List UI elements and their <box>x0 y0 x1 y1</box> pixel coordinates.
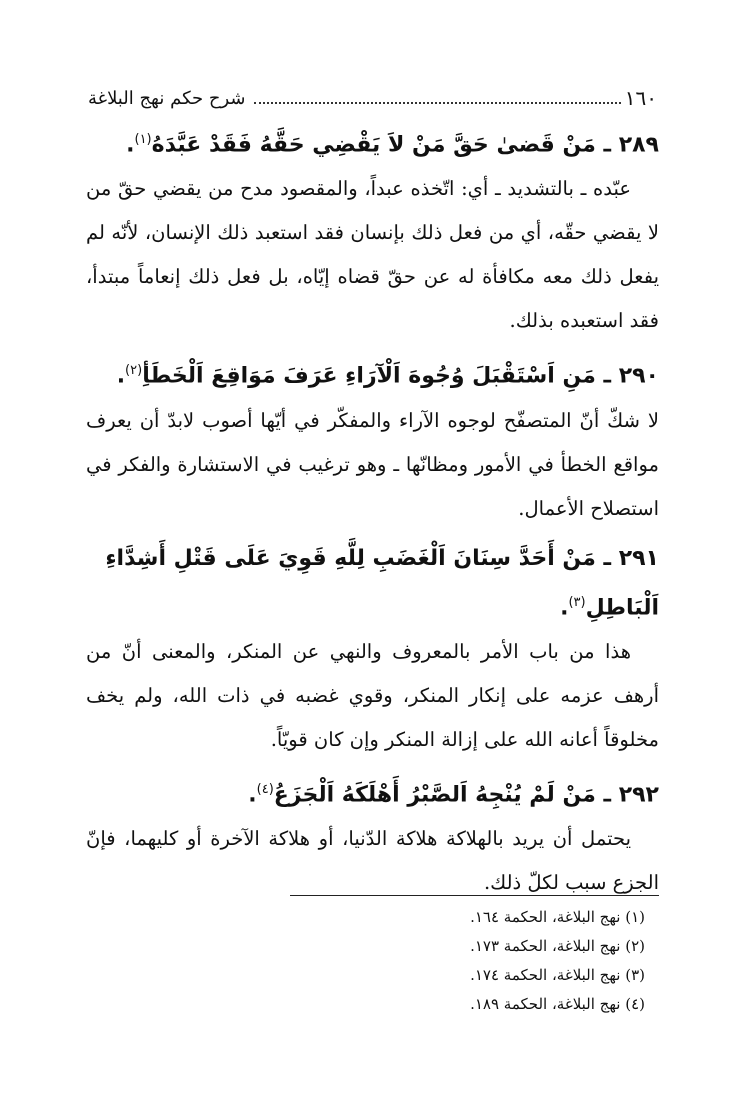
saying-heading: ٢٩٢ ـ مَنْ لَمْ يُنْجِهُ اَلصَّبْرُ أَهْلَكَهُ اَلْجَزَعُ$^{(٤)}$. <box>248 781 659 808</box>
footnote-item: (٢) نهج البلاغة، الحكمة ١٧٣. <box>470 937 645 955</box>
commentary-paragraph <box>86 817 659 905</box>
commentary-text: يحتمل أن يريد بالهلاكة هلاكة الدّنيا، أو هلاكة الآخرة أو كليهما، فإنّ الجزع سبب لكلّ ذلك. <box>86 827 659 895</box>
saying-text: ٢٩٠ ـ مَنِ اَسْتَقْبَلَ وُجُوهَ اَلْآرَاءِ عَرَفَ مَوَاقِعَ اَلْخَطَأِ <box>142 363 659 389</box>
running-title: شرح حكم نهج البلاغة <box>88 88 246 109</box>
footnote-item: (٤) نهج البلاغة، الحكمة ١٨٩. <box>470 995 645 1013</box>
saying-text: ٢٩٢ ـ مَنْ لَمْ يُنْجِهُ اَلصَّبْرُ أَهْلَكَهُ اَلْجَزَعُ <box>273 782 659 808</box>
commentary-text: هذا من باب الأمر بالمعروف والنهي عن المنكر، والمعنى أنّ من أرهف عزمه على إنكار المنكر، وقوي غضبه في ذات الله، ولم يخف مخلوقاً أعانه الله على إزالة المنكر وإن كان قويّاً. <box>86 639 659 751</box>
page-body <box>86 118 659 905</box>
saying-block-290 <box>86 349 659 530</box>
commentary-text: عبّده ـ بالتشديد ـ أي: اتّخذه عبداً، والمقصود مدح من يقضي حقّ من لا يقضي حقّه، أي من فعل ذلك بإنسان فقد استعبد ذلك الإنسان، لأنّه لم يفعل ذلك معه مكافأة له عن حقّ قضاه إيّاه، بل فعل ذلك إنعاماً مبتدأ، فقد استعبده بذلك. <box>86 177 659 333</box>
footnote-ref: (١) <box>134 132 152 147</box>
header-leader-dots <box>254 101 621 104</box>
footnote-ref: (٣) <box>568 594 586 610</box>
footnote-separator <box>290 895 659 896</box>
saying-heading: ٢٩١ ـ مَنْ أَحَدَّ سِنَانَ اَلْغَضَبِ لِلَّهِ قَوِيَ عَلَى قَتْلِ أَشِدَّاءِ اَلْبَاطِلِ$^{(٣)}$. <box>105 545 659 620</box>
page-number: ١٦٠ <box>624 86 657 110</box>
footnote-item: (٣) نهج البلاغة، الحكمة ١٧٤. <box>470 966 645 984</box>
commentary-paragraph <box>86 399 659 531</box>
saying-heading: ٢٨٩ ـ مَنْ قَضىٰ حَقَّ مَنْ لاَ يَقْضِي حَقَّهُ فَقَدْ عَبَّدَهُ$^{(١)}$. <box>126 132 659 158</box>
footnote-item: (١) نهج البلاغة، الحكمة ١٦٤. <box>470 908 645 926</box>
saying-text: ٢٨٩ ـ مَنْ قَضىٰ حَقَّ مَنْ لاَ يَقْضِي حَقَّهُ فَقَدْ عَبَّدَهُ <box>151 132 659 158</box>
saying-block-291 <box>86 537 659 762</box>
commentary-text: لا شكّ أنّ المتصفّح لوجوه الآراء والمفكّر في أيّها أصوب لابدّ أن يعرف مواقع الخطأ في الأمور ومظانّها ـ وهو ترغيب في الاستشارة والفكر في استصلاح الأعمال. <box>86 408 659 520</box>
running-header <box>88 74 657 108</box>
saying-heading: ٢٩٠ ـ مَنِ اَسْتَقْبَلَ وُجُوهَ اَلْآرَاءِ عَرَفَ مَوَاقِعَ اَلْخَطَأِ$^{(٢)}$. <box>116 363 659 389</box>
footnote-ref: (٢) <box>125 363 143 379</box>
commentary-paragraph <box>86 630 659 762</box>
commentary-paragraph <box>86 167 659 343</box>
saying-text: ٢٩١ ـ مَنْ أَحَدَّ سِنَانَ اَلْغَضَبِ لِلَّهِ قَوِيَ عَلَى قَتْلِ أَشِدَّاءِ اَلْبَاطِلِ <box>105 545 659 620</box>
saying-block-289 <box>86 118 659 343</box>
footnotes <box>86 903 645 1019</box>
footnote-ref: (٤) <box>256 781 274 797</box>
saying-block-292 <box>86 768 659 905</box>
